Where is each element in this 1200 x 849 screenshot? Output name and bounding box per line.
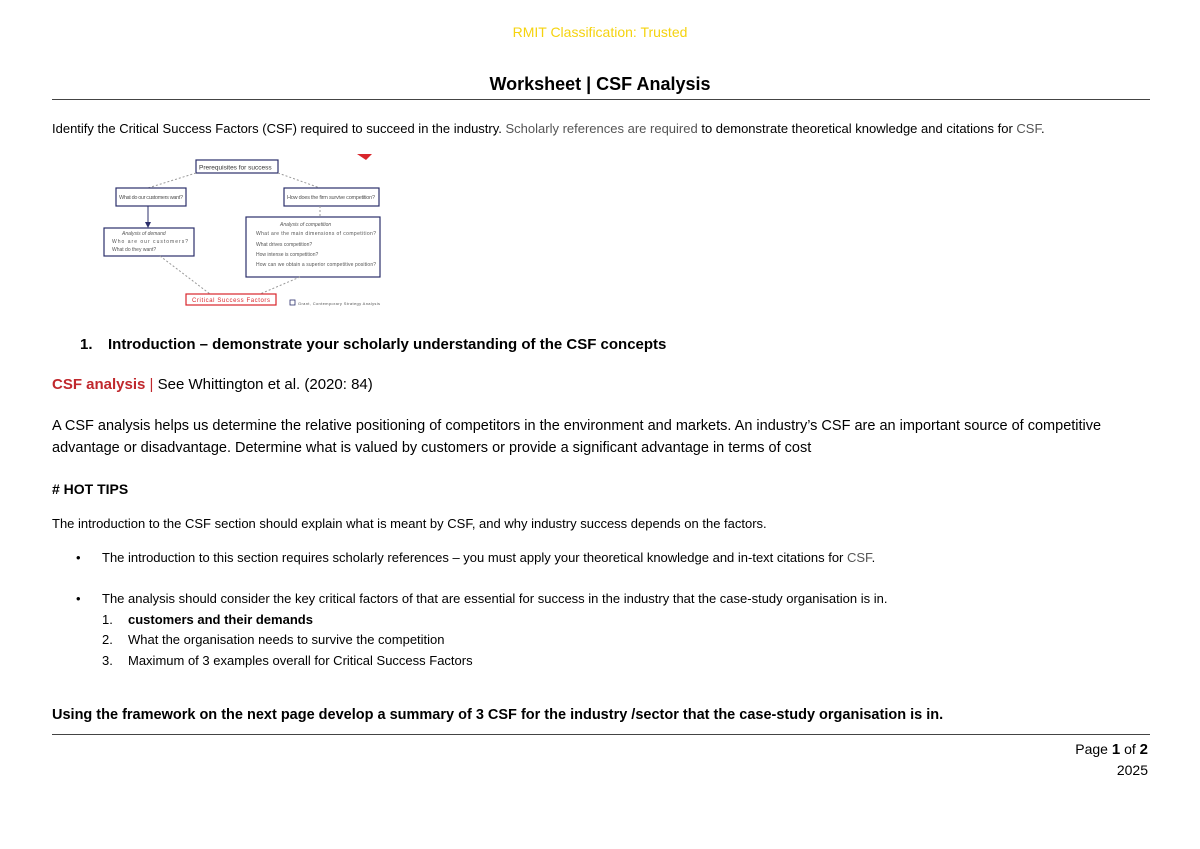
of-word: of bbox=[1120, 741, 1140, 757]
section1-heading-text: Introduction – demonstrate your scholarly understanding of the CSF concepts bbox=[108, 336, 667, 353]
csf-framework-diagram bbox=[100, 150, 400, 310]
intro-part2: Scholarly references are required bbox=[501, 121, 698, 136]
intro-part1: Identify the Critical Success Factors (CSF) required to succeed in the industry. bbox=[52, 121, 502, 136]
right-box-label: How does the firm survive competition? bbox=[287, 195, 375, 201]
bullet-2-text: The analysis should consider the key critical factors of that are essential for success in the industry that the case-study organisation is in. bbox=[102, 591, 888, 606]
classification-label: RMIT Classification: Trusted bbox=[512, 24, 688, 40]
red-accent-mark bbox=[357, 154, 372, 160]
ordered-text: customers and their demands bbox=[128, 612, 313, 627]
section1-heading bbox=[80, 336, 666, 353]
ordered-number: 2. bbox=[102, 632, 113, 647]
page-number bbox=[1075, 741, 1148, 758]
header-divider bbox=[52, 99, 1150, 100]
bullet-item-1 bbox=[76, 550, 875, 565]
csf-see: See bbox=[157, 376, 189, 393]
closing-instruction: Using the framework on the next page develop a summary of 3 CSF for the industry /sector that the case-study organisation is in. bbox=[52, 707, 944, 723]
left-list-item-1: Who are our customers? bbox=[112, 239, 188, 245]
left-list-title: Analysis of demand bbox=[122, 231, 166, 237]
bullet-1-cite: CSF bbox=[847, 550, 872, 565]
section1-number: 1. bbox=[80, 336, 93, 353]
ordered-item-1 bbox=[102, 612, 313, 627]
right-list-item-2: What drives competition? bbox=[256, 242, 313, 248]
right-list-item-1: What are the main dimensions of competition? bbox=[256, 231, 376, 237]
csf-separator: | bbox=[145, 376, 158, 393]
ordered-item-2 bbox=[102, 632, 445, 647]
top-box-label: Prerequisites for success bbox=[199, 164, 272, 172]
csf-reference: Whittington et al. (2020: 84) bbox=[188, 376, 373, 393]
bullet-1-end: . bbox=[871, 550, 876, 565]
csf-analysis-line bbox=[52, 376, 373, 393]
bottom-box-label: Critical Success Factors bbox=[192, 298, 270, 304]
intro-part5: . bbox=[1040, 121, 1045, 136]
right-list-item-3: How intense is competition? bbox=[256, 252, 319, 258]
ordered-text: What the organisation needs to survive the competition bbox=[128, 632, 445, 647]
intro-part3: to demonstrate theoretical knowledge and citations for bbox=[697, 121, 1017, 136]
ordered-number: 1. bbox=[102, 612, 113, 627]
left-list-item-2: What do they want? bbox=[112, 247, 157, 253]
ordered-item-3 bbox=[102, 653, 473, 668]
ordered-text: Maximum of 3 examples overall for Critical Success Factors bbox=[128, 653, 473, 668]
right-list-title: Analysis of competition bbox=[280, 222, 332, 228]
bullet-dot-icon: • bbox=[76, 550, 81, 565]
page-word: Page bbox=[1075, 741, 1112, 757]
csf-paragraph: A CSF analysis helps us determine the relative positioning of competitors in the environment and markets. An industry’s CSF are an important source of competitive advantage or disadvantage. Determine what is valued by customers or provide a significant advantage in terms of cost bbox=[52, 418, 1102, 456]
page-total: 2 bbox=[1139, 741, 1148, 758]
ordered-number: 3. bbox=[102, 653, 113, 668]
right-list-item-4: How can we obtain a superior competitive position? bbox=[256, 262, 376, 268]
diagram-caption: Grant, Contemporary Strategy Analysis bbox=[298, 301, 380, 306]
intro-part4: CSF bbox=[1016, 121, 1041, 136]
caption-marker bbox=[290, 300, 295, 305]
page-current: 1 bbox=[1111, 741, 1121, 758]
left-box-label: What do our customers want? bbox=[119, 195, 183, 201]
intro-instructions: The introduction to the CSF section should explain what is meant by CSF, and why industry success depends on the factors. bbox=[52, 516, 767, 531]
hot-tips-heading: # HOT TIPS bbox=[52, 481, 129, 497]
bullet-item-2 bbox=[76, 591, 887, 606]
bullet-1-text: The introduction to this section requires scholarly references – you must apply your theoretical knowledge and in-text citations for bbox=[102, 550, 847, 565]
csf-label: CSF analysis bbox=[52, 376, 146, 393]
footer-divider bbox=[52, 734, 1150, 735]
page-title: Worksheet | CSF Analysis bbox=[489, 74, 711, 94]
intro-text bbox=[52, 121, 1162, 136]
footer-year: 2025 bbox=[1116, 762, 1148, 778]
bullet-dot-icon: • bbox=[76, 591, 81, 606]
